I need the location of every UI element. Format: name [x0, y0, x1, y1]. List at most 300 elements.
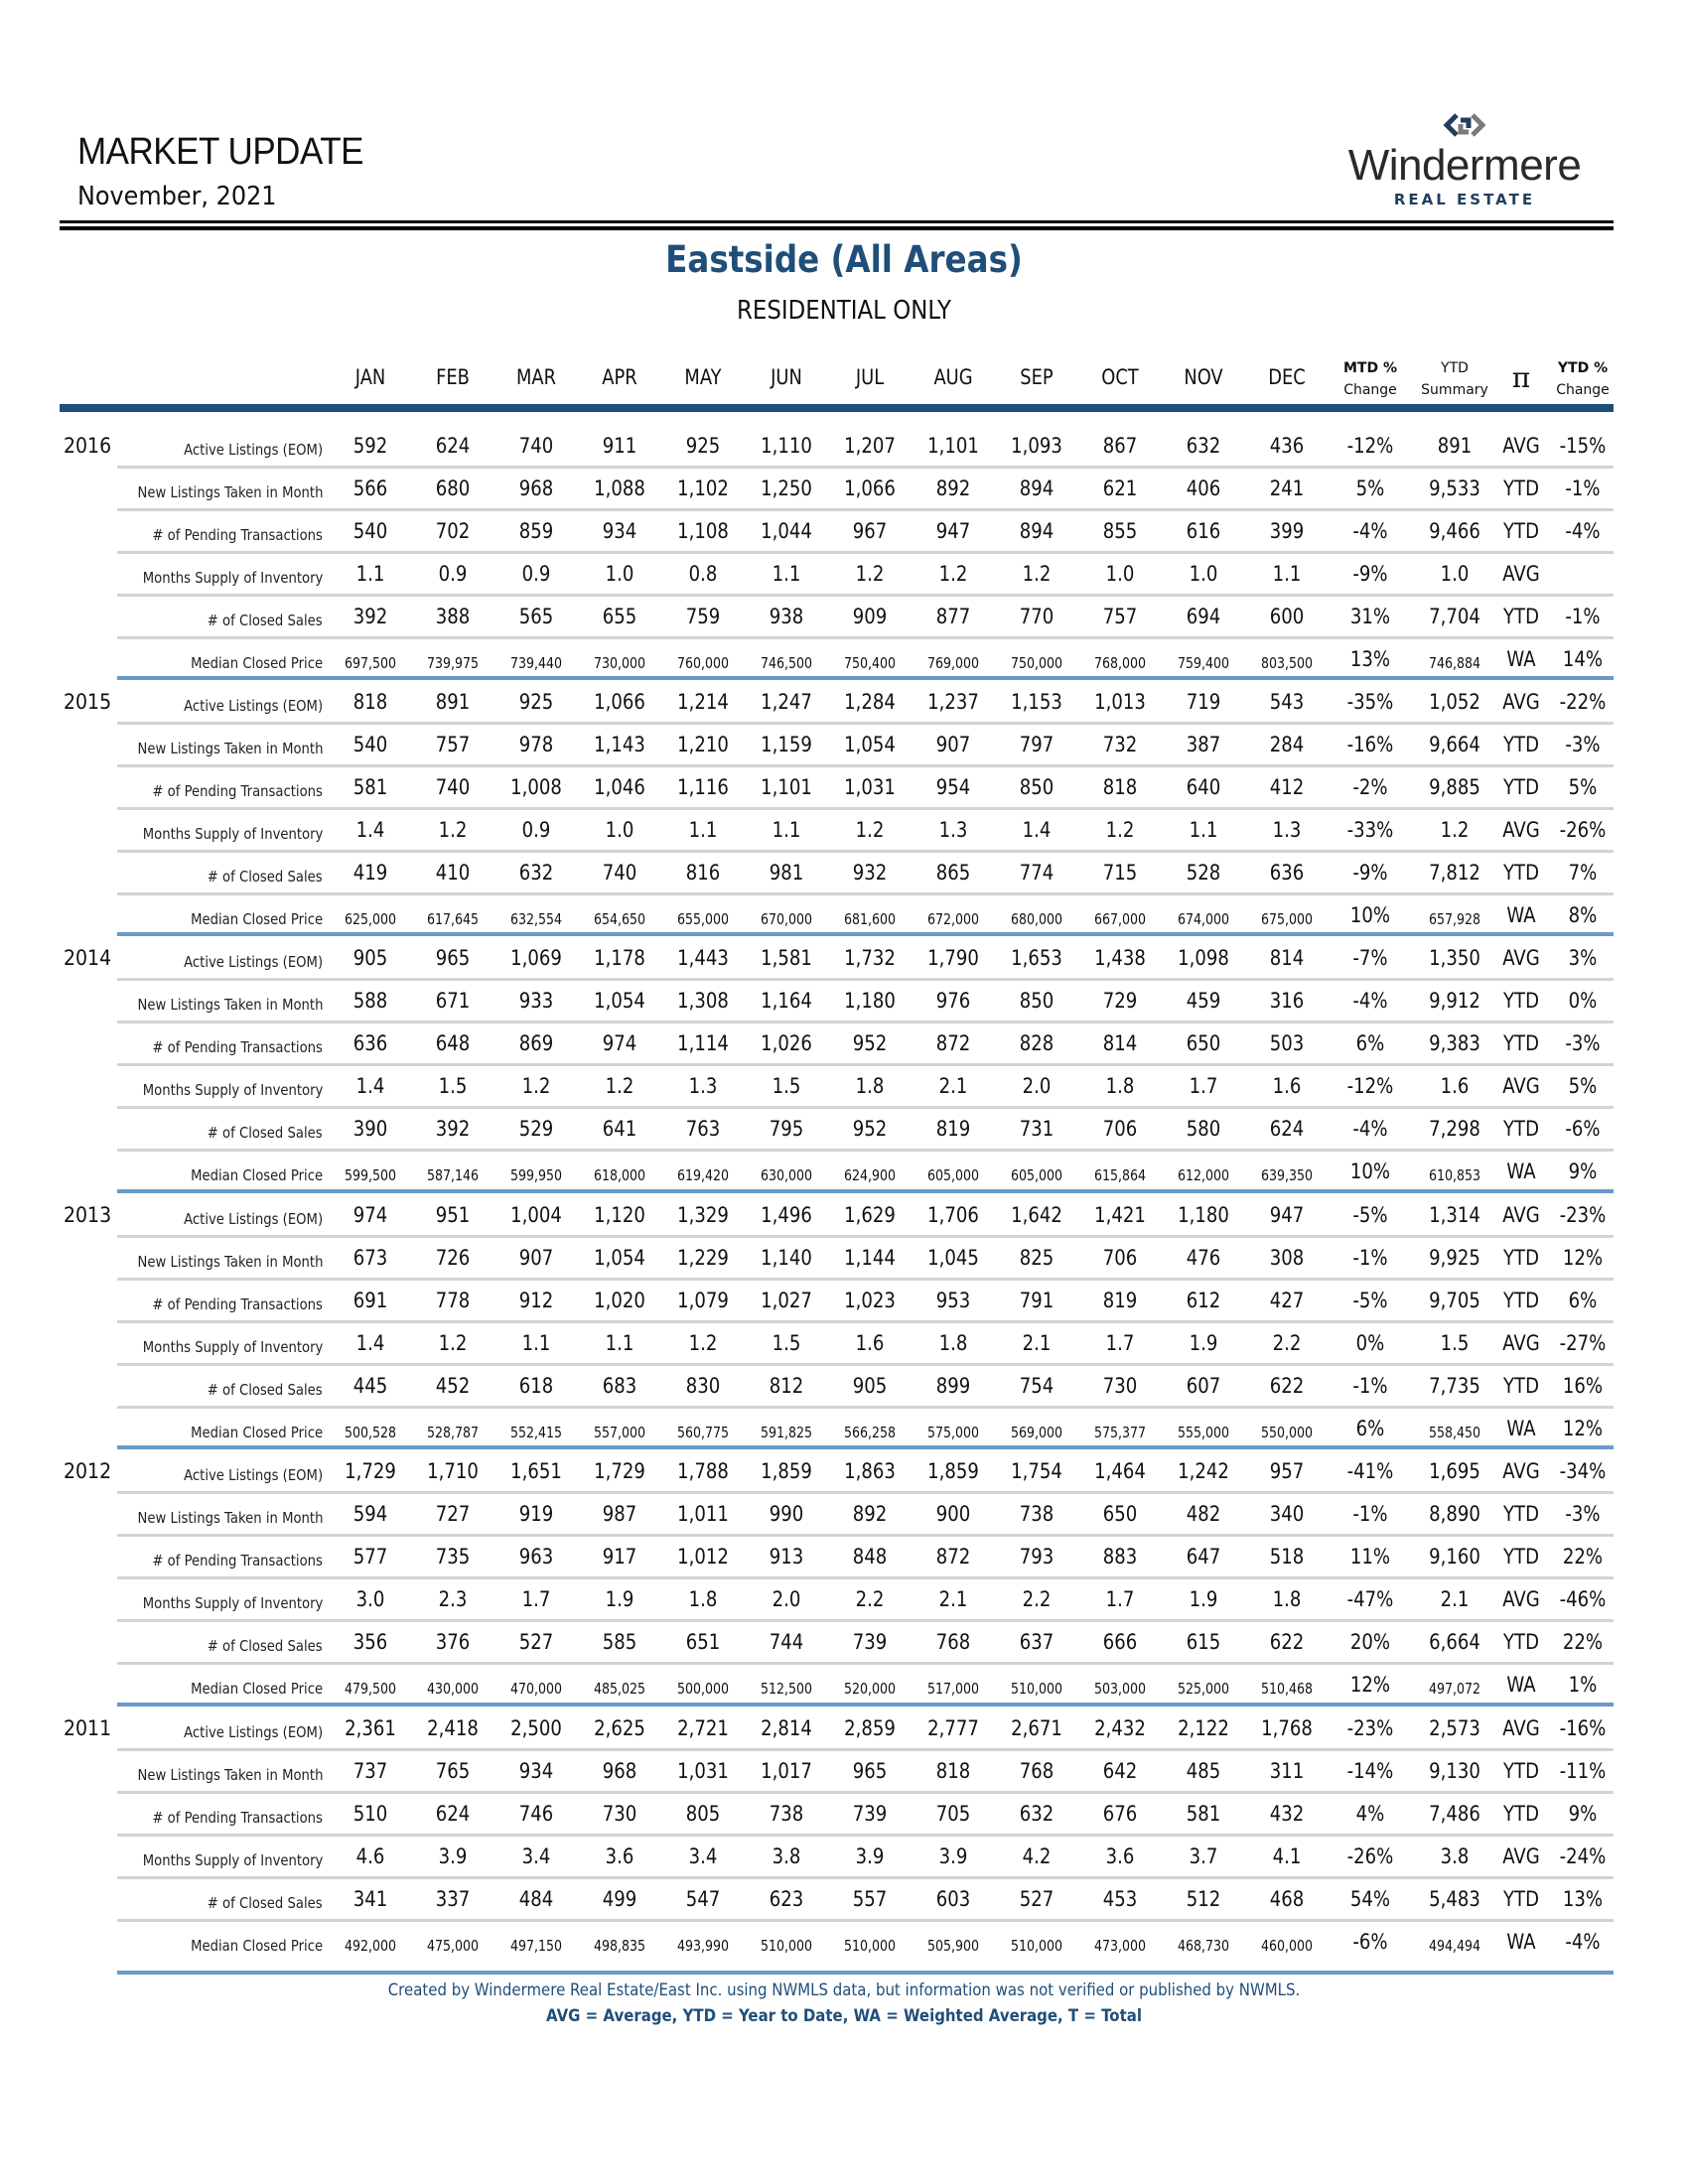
- cell-jun: 1,159: [761, 733, 812, 756]
- cell-may: 1,108: [677, 519, 729, 543]
- cell-apr: 1.2: [605, 1074, 634, 1098]
- cell-jan: 592: [352, 434, 388, 458]
- cell-feb: 3.9: [438, 1844, 468, 1868]
- cell-apr: 683: [602, 1374, 637, 1398]
- cell-oct: 666: [1102, 1630, 1138, 1654]
- cell-ytd-summary: 558,450: [1428, 1424, 1481, 1441]
- cell-nov: 632: [1186, 434, 1221, 458]
- row-label: # of Pending Transactions: [152, 1809, 323, 1827]
- row-label: Active Listings (EOM): [183, 441, 323, 459]
- cell-mtd-change: -26%: [1346, 1844, 1394, 1868]
- cell-oct: 715: [1102, 861, 1138, 885]
- cell-may: 1,102: [677, 477, 729, 500]
- cell-dec: 518: [1269, 1545, 1305, 1569]
- cell-aug: 1,101: [927, 434, 979, 458]
- cell-jun: 1,044: [761, 519, 812, 543]
- cell-jul: 1,054: [844, 733, 896, 756]
- cell-nov: 650: [1186, 1031, 1221, 1055]
- cell-aug: 1,706: [927, 1203, 979, 1227]
- cell-dec: 1.1: [1272, 562, 1302, 586]
- row-label: Months Supply of Inventory: [142, 1851, 323, 1869]
- year-block-2015: [0, 682, 1688, 938]
- cell-sep: 4.2: [1022, 1844, 1052, 1868]
- cell-mar: 963: [518, 1545, 554, 1569]
- row-label: # of Closed Sales: [208, 1894, 323, 1912]
- cell-feb: 0.9: [438, 562, 468, 586]
- cell-feb: 891: [435, 690, 471, 714]
- cell-mtd-change: -4%: [1352, 1117, 1388, 1141]
- cell-mar: 3.4: [521, 1844, 551, 1868]
- cell-ytd-change: -22%: [1559, 690, 1607, 714]
- cell-oct: 1,464: [1094, 1459, 1146, 1483]
- cell-feb: 951: [435, 1203, 471, 1227]
- table-row: [0, 810, 1688, 853]
- cell-ytd-summary: 9,705: [1429, 1289, 1480, 1312]
- cell-mar: 968: [518, 477, 554, 500]
- cell-nov: 759,400: [1177, 654, 1230, 672]
- table-row: [0, 853, 1688, 895]
- cell-feb: 624: [435, 1802, 471, 1826]
- cell-mar: 1,008: [510, 775, 562, 799]
- cell-jul: 1.6: [855, 1331, 885, 1355]
- cell-apr: 1,046: [594, 775, 645, 799]
- cell-jan: 577: [352, 1545, 388, 1569]
- cell-apr: 1,054: [594, 989, 645, 1013]
- cell-ytd-summary: 610,853: [1428, 1166, 1481, 1184]
- cell-nov: 580: [1186, 1117, 1221, 1141]
- cell-jan: 392: [352, 605, 388, 628]
- cell-mtd-change: -9%: [1352, 562, 1388, 586]
- cell-ytd-change: 22%: [1562, 1545, 1604, 1569]
- year-block-2012: [0, 1451, 1688, 1707]
- cell-ytd-change: 12%: [1562, 1417, 1604, 1440]
- cell-nov: 719: [1186, 690, 1221, 714]
- cell-jul: 520,000: [843, 1680, 897, 1698]
- cell-feb: 648: [435, 1031, 471, 1055]
- cell-mtd-change: 6%: [1355, 1031, 1385, 1055]
- cell-aug: 953: [935, 1289, 971, 1312]
- cell-feb: 430,000: [426, 1680, 480, 1698]
- cell-ytd-summary: 9,912: [1429, 989, 1480, 1013]
- cell-jul: 1,031: [844, 775, 896, 799]
- year-label: 2016: [64, 434, 112, 458]
- cell-sep: 510,000: [1010, 1680, 1063, 1698]
- cell-oct: 1.0: [1105, 562, 1135, 586]
- cell-mtd-change: -14%: [1346, 1759, 1394, 1783]
- cell-sep: 2,671: [1011, 1716, 1062, 1740]
- cell-nov: 607: [1186, 1374, 1221, 1398]
- table-row: [0, 469, 1688, 511]
- cell-ytd-change: -4%: [1565, 519, 1601, 543]
- cell-jan: 974: [352, 1203, 388, 1227]
- cell-nov: 647: [1186, 1545, 1221, 1569]
- cell-ytd-change: 16%: [1562, 1374, 1604, 1398]
- column-header-pi: π: [1511, 361, 1531, 394]
- cell-jan: 510: [352, 1802, 388, 1826]
- column-header-jun: JUN: [771, 365, 802, 389]
- cell-mar: 869: [518, 1031, 554, 1055]
- cell-oct: 883: [1102, 1545, 1138, 1569]
- cell-ytd-change: 6%: [1568, 1289, 1598, 1312]
- cell-apr: 1,054: [594, 1246, 645, 1270]
- cell-feb: 376: [435, 1630, 471, 1654]
- cell-mtd-change: -1%: [1352, 1502, 1388, 1526]
- cell-sep: 731: [1019, 1117, 1055, 1141]
- cell-oct: 1,013: [1094, 690, 1146, 714]
- cell-jul: 1,629: [844, 1203, 896, 1227]
- cell-sep: 2.0: [1022, 1074, 1052, 1098]
- cell-may: 1,210: [677, 733, 729, 756]
- cell-sep: 1,653: [1011, 946, 1062, 970]
- cell-ytd-change: -3%: [1565, 733, 1601, 756]
- cell-ytd-summary: 9,383: [1429, 1031, 1480, 1055]
- cell-aug: 1.8: [938, 1331, 968, 1355]
- cell-jul: 905: [852, 1374, 888, 1398]
- year-label: 2012: [64, 1459, 112, 1483]
- cell-summary-type: AVG: [1502, 1587, 1540, 1611]
- cell-mtd-change: -4%: [1352, 989, 1388, 1013]
- cell-may: 1,788: [677, 1459, 729, 1483]
- cell-mar: 925: [518, 690, 554, 714]
- cell-summary-type: AVG: [1502, 562, 1540, 586]
- cell-summary-type: YTD: [1503, 1117, 1539, 1141]
- cell-summary-type: AVG: [1502, 1074, 1540, 1098]
- cell-nov: 512: [1186, 1887, 1221, 1911]
- cell-feb: 778: [435, 1289, 471, 1312]
- cell-jul: 557: [852, 1887, 888, 1911]
- cell-sep: 850: [1019, 989, 1055, 1013]
- cell-mtd-change: 12%: [1349, 1673, 1391, 1697]
- cell-apr: 1.0: [605, 562, 634, 586]
- cell-ytd-change: -4%: [1565, 1930, 1601, 1954]
- cell-summary-type: AVG: [1502, 946, 1540, 970]
- cell-summary-type: WA: [1506, 1930, 1536, 1954]
- cell-jul: 750,400: [843, 654, 897, 672]
- table-row: [0, 1366, 1688, 1409]
- cell-may: 1,308: [677, 989, 729, 1013]
- column-header-mtd-change: [1343, 357, 1397, 401]
- cell-nov: 555,000: [1177, 1424, 1230, 1441]
- cell-jun: 1.5: [772, 1331, 801, 1355]
- cell-mar: 746: [518, 1802, 554, 1826]
- cell-jun: 746,500: [760, 654, 813, 672]
- row-label: # of Closed Sales: [208, 612, 323, 629]
- cell-mtd-change: -7%: [1352, 946, 1388, 970]
- cell-jun: 3.8: [772, 1844, 801, 1868]
- year-block-2016: [0, 426, 1688, 682]
- cell-jan: 540: [352, 519, 388, 543]
- report-date: November, 2021: [77, 182, 277, 211]
- cell-ytd-change: 14%: [1562, 647, 1604, 671]
- cell-may: 500,000: [676, 1680, 730, 1698]
- cell-mar: 978: [518, 733, 554, 756]
- cell-ytd-change: -11%: [1559, 1759, 1607, 1783]
- year-separator: [117, 1445, 1614, 1449]
- column-header-jul: JUL: [855, 365, 885, 389]
- column-header-dec: DEC: [1268, 365, 1306, 389]
- cell-ytd-change: -34%: [1559, 1459, 1607, 1483]
- cell-oct: 730: [1102, 1374, 1138, 1398]
- cell-jul: 3.9: [855, 1844, 885, 1868]
- cell-sep: 825: [1019, 1246, 1055, 1270]
- cell-ytd-summary: 9,130: [1429, 1759, 1480, 1783]
- cell-apr: 2,625: [594, 1716, 645, 1740]
- cell-sep: 569,000: [1010, 1424, 1063, 1441]
- cell-feb: 726: [435, 1246, 471, 1270]
- cell-sep: 738: [1019, 1502, 1055, 1526]
- cell-jul: 1,284: [844, 690, 896, 714]
- cell-nov: 528: [1186, 861, 1221, 885]
- cell-nov: 1.9: [1189, 1331, 1218, 1355]
- row-label: New Listings Taken in Month: [137, 1253, 323, 1271]
- table-row: [0, 597, 1688, 639]
- cell-feb: 680: [435, 477, 471, 500]
- cell-jul: 739: [852, 1630, 888, 1654]
- cell-mar: 1,069: [510, 946, 562, 970]
- cell-dec: 460,000: [1260, 1937, 1314, 1955]
- column-header-nov: NOV: [1184, 365, 1223, 389]
- cell-aug: 907: [935, 733, 971, 756]
- cell-oct: 706: [1102, 1117, 1138, 1141]
- cell-jan: 566: [352, 477, 388, 500]
- cell-mar: 1.2: [521, 1074, 551, 1098]
- cell-mar: 1,004: [510, 1203, 562, 1227]
- cell-aug: 947: [935, 519, 971, 543]
- cell-nov: 1.9: [1189, 1587, 1218, 1611]
- cell-jan: 419: [352, 861, 388, 885]
- cell-mar: 2,500: [510, 1716, 562, 1740]
- column-header-ytd-summary: [1421, 357, 1488, 401]
- cell-ytd-change: 12%: [1562, 1246, 1604, 1270]
- cell-mtd-change: -41%: [1346, 1459, 1394, 1483]
- cell-aug: 1.2: [938, 562, 968, 586]
- cell-mtd-change: -5%: [1352, 1289, 1388, 1312]
- cell-jul: 739: [852, 1802, 888, 1826]
- cell-ytd-summary: 9,466: [1429, 519, 1480, 543]
- cell-oct: 732: [1102, 733, 1138, 756]
- row-label: New Listings Taken in Month: [137, 1766, 323, 1784]
- cell-sep: 1,153: [1011, 690, 1062, 714]
- cell-aug: 505,900: [926, 1937, 980, 1955]
- cell-ytd-summary: 2,573: [1429, 1716, 1480, 1740]
- row-label: Active Listings (EOM): [183, 1466, 323, 1484]
- row-label: # of Closed Sales: [208, 868, 323, 886]
- cell-nov: 387: [1186, 733, 1221, 756]
- cell-summary-type: YTD: [1503, 989, 1539, 1013]
- table-row: [0, 1195, 1688, 1238]
- cell-jan: 625,000: [344, 910, 397, 928]
- cell-dec: 814: [1269, 946, 1305, 970]
- cell-ytd-summary: 497,072: [1428, 1680, 1481, 1698]
- cell-summary-type: YTD: [1503, 519, 1539, 543]
- cell-mtd-change: -4%: [1352, 519, 1388, 543]
- cell-mtd-change: -1%: [1352, 1374, 1388, 1398]
- cell-apr: 934: [602, 519, 637, 543]
- cell-jan: 4.6: [355, 1844, 385, 1868]
- cell-mar: 0.9: [521, 562, 551, 586]
- table-row: [0, 1751, 1688, 1794]
- cell-feb: 617,645: [426, 910, 480, 928]
- cell-summary-type: YTD: [1503, 1802, 1539, 1826]
- cell-aug: 3.9: [938, 1844, 968, 1868]
- cell-ytd-change: -23%: [1559, 1203, 1607, 1227]
- cell-oct: 667,000: [1093, 910, 1147, 928]
- cell-feb: 739,975: [426, 654, 480, 672]
- cell-sep: 605,000: [1010, 1166, 1063, 1184]
- cell-oct: 768,000: [1093, 654, 1147, 672]
- cell-jan: 818: [352, 690, 388, 714]
- cell-ytd-change: 5%: [1568, 1074, 1598, 1098]
- cell-ytd-summary: 2.1: [1440, 1587, 1470, 1611]
- cell-aug: 2,777: [927, 1716, 979, 1740]
- cell-ytd-change: -27%: [1559, 1331, 1607, 1355]
- cell-jun: 1,247: [761, 690, 812, 714]
- cell-oct: 575,377: [1093, 1424, 1147, 1441]
- cell-dec: 510,468: [1260, 1680, 1314, 1698]
- cell-mar: 565: [518, 605, 554, 628]
- windermere-logo: [1331, 111, 1599, 208]
- cell-dec: 284: [1269, 733, 1305, 756]
- cell-mtd-change: -16%: [1346, 733, 1394, 756]
- cell-mar: 933: [518, 989, 554, 1013]
- cell-jan: 691: [352, 1289, 388, 1312]
- cell-aug: 1,237: [927, 690, 979, 714]
- cell-feb: 2,418: [427, 1716, 479, 1740]
- cell-aug: 877: [935, 605, 971, 628]
- cell-jun: 2,814: [761, 1716, 812, 1740]
- cell-jan: 3.0: [355, 1587, 385, 1611]
- cell-may: 1,079: [677, 1289, 729, 1312]
- cell-may: 1,214: [677, 690, 729, 714]
- cell-feb: 1.2: [438, 818, 468, 842]
- column-header-mar: MAR: [515, 365, 557, 389]
- cell-dec: 311: [1269, 1759, 1305, 1783]
- cell-nov: 525,000: [1177, 1680, 1230, 1698]
- cell-nov: 581: [1186, 1802, 1221, 1826]
- cell-mtd-change: -47%: [1346, 1587, 1394, 1611]
- cell-dec: 4.1: [1272, 1844, 1302, 1868]
- cell-summary-type: AVG: [1502, 1203, 1540, 1227]
- cell-apr: 1.1: [605, 1331, 634, 1355]
- cell-mar: 1.1: [521, 1331, 551, 1355]
- cell-nov: 468,730: [1177, 1937, 1230, 1955]
- cell-apr: 987: [602, 1502, 637, 1526]
- cell-aug: 976: [935, 989, 971, 1013]
- table-row: [0, 511, 1688, 554]
- cell-mar: 912: [518, 1289, 554, 1312]
- cell-jun: 670,000: [760, 910, 813, 928]
- cell-ytd-change: 0%: [1568, 989, 1598, 1013]
- cell-jun: 795: [769, 1117, 804, 1141]
- cell-jan: 594: [352, 1502, 388, 1526]
- cell-nov: 476: [1186, 1246, 1221, 1270]
- cell-jul: 566,258: [843, 1424, 897, 1441]
- table-row: [0, 682, 1688, 725]
- cell-dec: 550,000: [1260, 1424, 1314, 1441]
- year-separator: [117, 932, 1614, 936]
- cell-jun: 1,250: [761, 477, 812, 500]
- cell-apr: 641: [602, 1117, 637, 1141]
- cell-may: 1.2: [688, 1331, 718, 1355]
- cell-feb: 2.3: [438, 1587, 468, 1611]
- cell-ytd-summary: 9,885: [1429, 775, 1480, 799]
- cell-may: 1.1: [688, 818, 718, 842]
- row-label: # of Pending Transactions: [152, 526, 323, 544]
- cell-feb: 410: [435, 861, 471, 885]
- cell-summary-type: AVG: [1502, 1844, 1540, 1868]
- table-row: [0, 1837, 1688, 1879]
- cell-may: 1,329: [677, 1203, 729, 1227]
- cell-aug: 603: [935, 1887, 971, 1911]
- cell-jun: 990: [769, 1502, 804, 1526]
- cell-nov: 485: [1186, 1759, 1221, 1783]
- cell-sep: 894: [1019, 477, 1055, 500]
- cell-apr: 1,120: [594, 1203, 645, 1227]
- cell-summary-type: WA: [1506, 1417, 1536, 1440]
- cell-feb: 702: [435, 519, 471, 543]
- cell-ytd-summary: 9,533: [1429, 477, 1480, 500]
- cell-jun: 623: [769, 1887, 804, 1911]
- cell-dec: 1,768: [1261, 1716, 1313, 1740]
- cell-mar: 1.7: [521, 1587, 551, 1611]
- cell-may: 1,229: [677, 1246, 729, 1270]
- cell-dec: 2.2: [1272, 1331, 1302, 1355]
- cell-mar: 497,150: [509, 1937, 563, 1955]
- cell-mar: 0.9: [521, 818, 551, 842]
- cell-mar: 1,651: [510, 1459, 562, 1483]
- cell-jun: 1,140: [761, 1246, 812, 1270]
- cell-apr: 1,020: [594, 1289, 645, 1312]
- cell-jul: 909: [852, 605, 888, 628]
- cell-mar: 527: [518, 1630, 554, 1654]
- cell-ytd-change: -46%: [1559, 1587, 1607, 1611]
- cell-may: 760,000: [676, 654, 730, 672]
- cell-may: 651: [685, 1630, 721, 1654]
- cell-jan: 540: [352, 733, 388, 756]
- cell-aug: 605,000: [926, 1166, 980, 1184]
- cell-dec: 639,350: [1260, 1166, 1314, 1184]
- cell-mar: 632: [518, 861, 554, 885]
- cell-ytd-summary: 657,928: [1428, 910, 1481, 928]
- cell-apr: 730,000: [593, 654, 646, 672]
- cell-jul: 681,600: [843, 910, 897, 928]
- cell-mtd-change: 10%: [1349, 903, 1391, 927]
- cell-mtd-change: -12%: [1346, 434, 1394, 458]
- table-row: [0, 1238, 1688, 1281]
- year-label: 2015: [64, 690, 112, 714]
- cell-summary-type: YTD: [1503, 1289, 1539, 1312]
- cell-mar: 739,440: [509, 654, 563, 672]
- cell-dec: 675,000: [1260, 910, 1314, 928]
- cell-may: 1,031: [677, 1759, 729, 1783]
- cell-jul: 2,859: [844, 1716, 896, 1740]
- row-label: Median Closed Price: [191, 1937, 323, 1955]
- cell-ytd-summary: 1,695: [1429, 1459, 1480, 1483]
- cell-sep: 2.2: [1022, 1587, 1052, 1611]
- cell-oct: 855: [1102, 519, 1138, 543]
- table-row: [0, 1665, 1688, 1707]
- cell-apr: 1,066: [594, 690, 645, 714]
- cell-aug: 575,000: [926, 1424, 980, 1441]
- cell-feb: 587,146: [426, 1166, 480, 1184]
- table-row: [0, 981, 1688, 1024]
- cell-jul: 967: [852, 519, 888, 543]
- row-label: Months Supply of Inventory: [142, 1594, 323, 1612]
- cell-mar: 632,554: [509, 910, 563, 928]
- cell-oct: 757: [1102, 605, 1138, 628]
- cell-oct: 453: [1102, 1887, 1138, 1911]
- cell-apr: 1.0: [605, 818, 634, 842]
